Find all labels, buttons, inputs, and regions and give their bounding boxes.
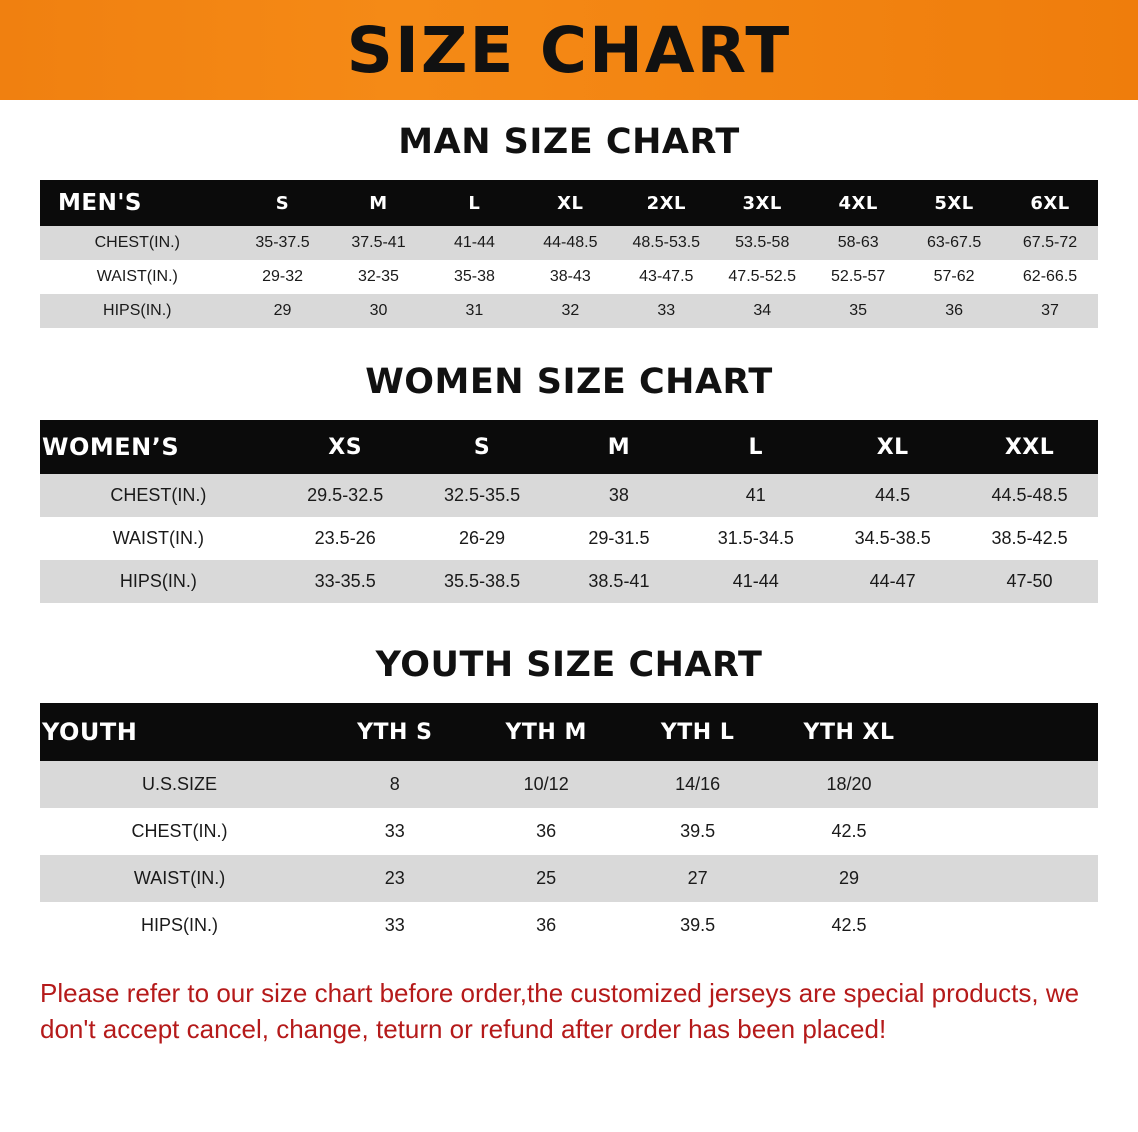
man-col-5: 3XL — [714, 180, 810, 226]
youth-cell-0-3: 18/20 — [773, 761, 924, 808]
youth-cell-2-2: 27 — [622, 855, 773, 902]
women-col-1: S — [414, 420, 551, 474]
man-col-8: 6XL — [1002, 180, 1098, 226]
women-cell-2-4: 44-47 — [824, 560, 961, 603]
table-row — [40, 902, 1098, 949]
women-col-3: L — [687, 420, 824, 474]
table-row — [40, 260, 1098, 294]
women-cell-1-2: 29-31.5 — [551, 517, 688, 560]
man-cell-1-6: 52.5-57 — [810, 260, 906, 294]
man-cell-1-4: 43-47.5 — [618, 260, 714, 294]
man-cell-0-4: 48.5-53.5 — [618, 226, 714, 260]
man-cell-1-2: 35-38 — [426, 260, 522, 294]
youth-cell-0-spacer — [925, 761, 1098, 808]
table-row — [40, 560, 1098, 603]
man-cell-2-8: 37 — [1002, 294, 1098, 328]
man-cell-2-2: 31 — [426, 294, 522, 328]
table-row — [40, 855, 1098, 902]
women-cell-2-3: 41-44 — [687, 560, 824, 603]
women-cell-0-2: 38 — [551, 474, 688, 517]
man-size-table — [40, 180, 1098, 328]
man-cell-2-7: 36 — [906, 294, 1002, 328]
man-table-head — [40, 180, 1098, 226]
man-table-body — [40, 226, 1098, 328]
youth-row-0-label: U.S.SIZE — [40, 761, 319, 808]
man-cell-0-5: 53.5-58 — [714, 226, 810, 260]
page-title: SIZE CHART — [346, 13, 792, 87]
women-cell-1-5: 38.5-42.5 — [961, 517, 1098, 560]
women-row-2-label: HIPS(IN.) — [40, 560, 277, 603]
youth-cell-2-3: 29 — [773, 855, 924, 902]
man-col-7: 5XL — [906, 180, 1002, 226]
women-row-0-label: CHEST(IN.) — [40, 474, 277, 517]
youth-cell-3-2: 39.5 — [622, 902, 773, 949]
table-row — [40, 761, 1098, 808]
youth-cell-2-spacer — [925, 855, 1098, 902]
youth-cell-1-2: 39.5 — [622, 808, 773, 855]
man-col-0: S — [235, 180, 331, 226]
women-cell-0-5: 44.5-48.5 — [961, 474, 1098, 517]
policy-note: Please refer to our size chart before order,the customized jerseys are special products, we don't accept cancel, change, teturn or refund after order has been placed! — [40, 978, 1080, 1045]
women-cell-1-0: 23.5-26 — [277, 517, 414, 560]
women-table-wrap — [40, 420, 1098, 603]
man-cell-0-3: 44-48.5 — [522, 226, 618, 260]
man-cell-2-1: 30 — [331, 294, 427, 328]
women-size-table — [40, 420, 1098, 603]
man-table-wrap — [40, 180, 1098, 328]
man-cell-1-5: 47.5-52.5 — [714, 260, 810, 294]
man-cell-0-1: 37.5-41 — [331, 226, 427, 260]
youth-row-1-label: CHEST(IN.) — [40, 808, 319, 855]
youth-col-3: YTH XL — [773, 703, 924, 761]
man-col-4: 2XL — [618, 180, 714, 226]
youth-cell-3-spacer — [925, 902, 1098, 949]
table-row — [40, 517, 1098, 560]
youth-cell-2-1: 25 — [470, 855, 621, 902]
man-cell-1-3: 38-43 — [522, 260, 618, 294]
youth-table-head — [40, 703, 1098, 761]
women-cell-2-1: 35.5-38.5 — [414, 560, 551, 603]
women-cell-1-1: 26-29 — [414, 517, 551, 560]
youth-cell-2-0: 23 — [319, 855, 470, 902]
women-corner-label: WOMEN’S — [40, 420, 277, 474]
man-corner-label: MEN'S — [40, 180, 235, 226]
table-row — [40, 294, 1098, 328]
table-row — [40, 226, 1098, 260]
man-cell-1-7: 57-62 — [906, 260, 1002, 294]
women-col-0: XS — [277, 420, 414, 474]
women-cell-0-4: 44.5 — [824, 474, 961, 517]
man-col-2: L — [426, 180, 522, 226]
page-banner — [0, 0, 1138, 100]
man-cell-0-7: 63-67.5 — [906, 226, 1002, 260]
youth-cell-1-3: 42.5 — [773, 808, 924, 855]
man-cell-1-1: 32-35 — [331, 260, 427, 294]
youth-row-3-label: HIPS(IN.) — [40, 902, 319, 949]
man-cell-2-0: 29 — [235, 294, 331, 328]
man-cell-2-4: 33 — [618, 294, 714, 328]
women-col-4: XL — [824, 420, 961, 474]
man-cell-2-6: 35 — [810, 294, 906, 328]
man-col-6: 4XL — [810, 180, 906, 226]
man-cell-0-0: 35-37.5 — [235, 226, 331, 260]
man-cell-2-5: 34 — [714, 294, 810, 328]
youth-cell-1-spacer — [925, 808, 1098, 855]
youth-col-2: YTH L — [622, 703, 773, 761]
man-cell-0-6: 58-63 — [810, 226, 906, 260]
women-col-2: M — [551, 420, 688, 474]
youth-header-row — [40, 703, 1098, 761]
man-row-0-label: CHEST(IN.) — [40, 226, 235, 260]
man-section-heading: MAN SIZE CHART — [398, 122, 740, 162]
table-row — [40, 474, 1098, 517]
youth-cell-0-1: 10/12 — [470, 761, 621, 808]
man-cell-2-3: 32 — [522, 294, 618, 328]
man-cell-0-8: 67.5-72 — [1002, 226, 1098, 260]
youth-table-wrap — [40, 703, 1098, 949]
youth-table-body — [40, 761, 1098, 949]
youth-cell-3-1: 36 — [470, 902, 621, 949]
youth-col-0: YTH S — [319, 703, 470, 761]
women-cell-1-4: 34.5-38.5 — [824, 517, 961, 560]
women-cell-2-0: 33-35.5 — [277, 560, 414, 603]
women-table-head — [40, 420, 1098, 474]
women-cell-2-2: 38.5-41 — [551, 560, 688, 603]
youth-row-2-label: WAIST(IN.) — [40, 855, 319, 902]
man-row-1-label: WAIST(IN.) — [40, 260, 235, 294]
man-col-1: M — [331, 180, 427, 226]
women-table-body — [40, 474, 1098, 603]
man-cell-1-8: 62-66.5 — [1002, 260, 1098, 294]
man-cell-0-2: 41-44 — [426, 226, 522, 260]
women-col-5: XXL — [961, 420, 1098, 474]
table-row — [40, 808, 1098, 855]
youth-size-table — [40, 703, 1098, 949]
youth-col-spacer — [925, 703, 1098, 761]
youth-section-heading: YOUTH SIZE CHART — [375, 645, 763, 685]
man-row-2-label: HIPS(IN.) — [40, 294, 235, 328]
man-col-3: XL — [522, 180, 618, 226]
man-header-row — [40, 180, 1098, 226]
man-cell-1-0: 29-32 — [235, 260, 331, 294]
women-header-row — [40, 420, 1098, 474]
women-cell-0-0: 29.5-32.5 — [277, 474, 414, 517]
women-section-heading: WOMEN SIZE CHART — [365, 362, 773, 402]
women-row-1-label: WAIST(IN.) — [40, 517, 277, 560]
youth-cell-3-3: 42.5 — [773, 902, 924, 949]
youth-cell-0-2: 14/16 — [622, 761, 773, 808]
women-cell-0-3: 41 — [687, 474, 824, 517]
women-cell-2-5: 47-50 — [961, 560, 1098, 603]
youth-col-1: YTH M — [470, 703, 621, 761]
women-cell-0-1: 32.5-35.5 — [414, 474, 551, 517]
youth-corner-label: YOUTH — [40, 703, 319, 761]
youth-cell-1-0: 33 — [319, 808, 470, 855]
youth-cell-3-0: 33 — [319, 902, 470, 949]
youth-cell-0-0: 8 — [319, 761, 470, 808]
women-cell-1-3: 31.5-34.5 — [687, 517, 824, 560]
youth-cell-1-1: 36 — [470, 808, 621, 855]
